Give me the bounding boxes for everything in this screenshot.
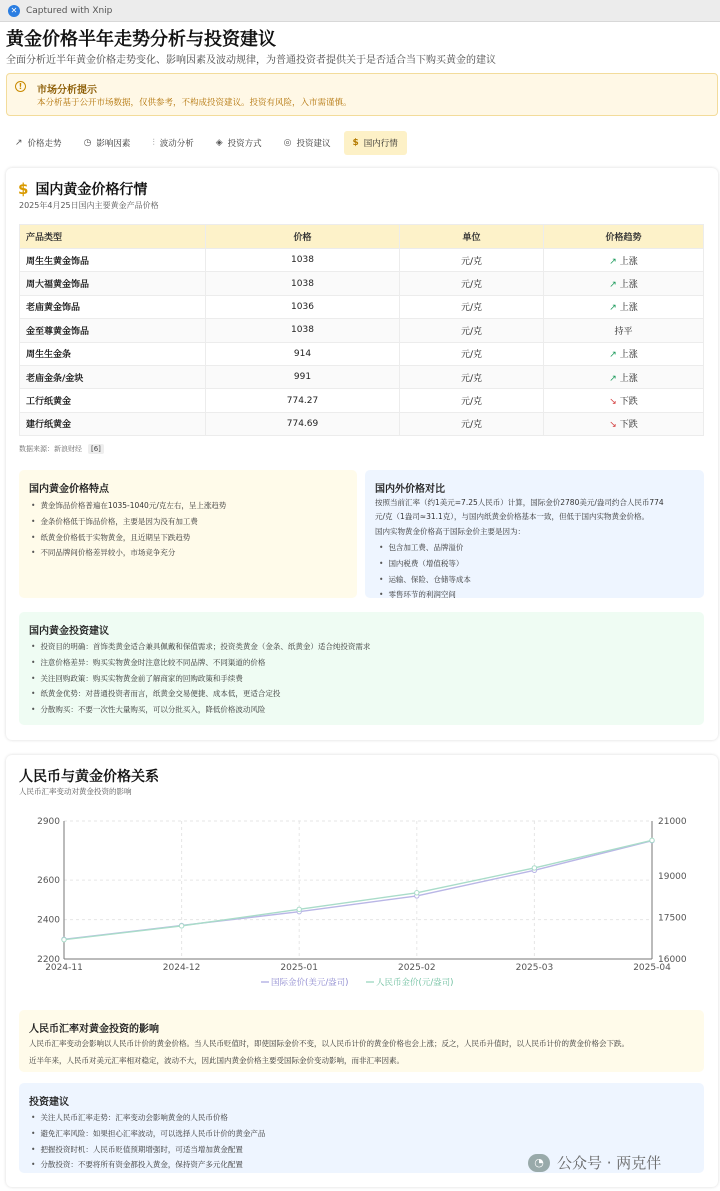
capture-label: Captured with Xnip [26, 5, 113, 16]
table-cell: 元/克 [400, 295, 544, 318]
x-tick-label: 2025-03 [515, 963, 554, 973]
trend-label: 持平 [614, 326, 633, 337]
source-label: 数据来源：新浪财经 [19, 445, 82, 453]
data-point [62, 937, 66, 941]
target-icon: ◎ [283, 138, 292, 148]
y-left-tick-label: 2900 [37, 817, 60, 827]
list-item: • 金条价格低于饰品价格，主要是因为没有加工费 [31, 514, 226, 530]
list-item: • 纸黄金优势：对普通投资者而言，纸黄金交易便捷、成本低，更适合定投 [31, 686, 370, 702]
x-tick-label: 2025-04 [633, 963, 671, 973]
trend-cell [544, 342, 704, 365]
y-left-tick-label: 2600 [37, 876, 60, 887]
suggest-title: 投资建议 [29, 1097, 69, 1108]
list-item: • 不同品牌间价格差异较小，市场竞争充分 [31, 545, 226, 561]
trend-label: 下跌 [619, 397, 638, 408]
table-cell: 元/克 [400, 249, 544, 272]
impact-box [19, 1010, 704, 1072]
page-subtitle: 全面分析近半年黄金价格走势变化、影响因素及波动规律，为普通投资者提供关于是否适合当下购买黄金的建议 [6, 55, 496, 66]
table-cell: 金至尊黄金饰品 [20, 319, 206, 342]
trend-up-icon: ↗ [609, 256, 617, 267]
trend-cell [544, 319, 704, 342]
dollar-icon: $ [18, 180, 29, 198]
y-right-tick-label: 16000 [658, 955, 687, 965]
compare-box [365, 470, 704, 598]
card-subtitle: 2025年4月25日国内主要黄金产品价格 [19, 201, 159, 210]
gold-rmb-line-chart [6, 805, 718, 1000]
list-item: • 投资目的明确：首饰类黄金适合兼具佩戴和保值需求；投资类黄金（金条、纸黄金）适合纯投资需求 [31, 639, 370, 655]
list-item: • 把握投资时机：人民币贬值预期增强时，可适当增加黄金配置 [31, 1142, 265, 1158]
x-tick-label: 2025-02 [397, 963, 436, 973]
y-left-tick-label: 2200 [37, 955, 60, 965]
list-item: • 包含加工费、品牌溢价 [379, 540, 471, 556]
clock-icon: ◷ [83, 138, 92, 148]
table-cell: 老庙金条/金块 [20, 365, 206, 388]
table-cell: 1036 [206, 295, 400, 318]
watermark [528, 1152, 661, 1173]
table-row [20, 295, 704, 318]
bar-chart-icon: ⫶ [152, 138, 155, 148]
compare-list [379, 540, 471, 603]
x-tick-label: 2025-01 [280, 963, 319, 973]
advice-title: 国内黄金投资建议 [29, 626, 109, 637]
list-item: • 避免汇率风险：如果担心汇率波动，可以选择人民币计价的黄金产品 [31, 1126, 265, 1142]
domestic-market-card [6, 168, 718, 740]
impact-title: 人民币汇率对黄金投资的影响 [29, 1024, 159, 1035]
price-table [19, 224, 704, 436]
capture-bar [0, 0, 720, 22]
trend-up-icon: ↗ [609, 350, 617, 361]
table-cell: 元/克 [400, 272, 544, 295]
compare-paragraph [375, 496, 664, 524]
table-row [20, 412, 704, 435]
legend-label: 人民币金价(元/盎司) [376, 978, 454, 988]
tab-bar [6, 131, 411, 155]
table-row [20, 389, 704, 412]
xnip-logo-icon: ✕ [8, 5, 20, 17]
layers-icon: ◈ [215, 138, 223, 148]
table-cell: 774.27 [206, 389, 400, 412]
features-title: 国内黄金价格特点 [29, 484, 109, 495]
trend-icon: ↗ [15, 138, 23, 148]
card-title: 人民币与黄金价格关系 [19, 769, 159, 785]
tab-price-trend[interactable] [6, 131, 71, 155]
notice-banner [6, 73, 718, 116]
list-item: • 关注人民币汇率走势：汇率变动会影响黄金的人民币价格 [31, 1110, 265, 1126]
table-cell: 1038 [206, 249, 400, 272]
tab-label: 影响因素 [96, 139, 131, 149]
table-row [20, 342, 704, 365]
table-cell: 元/克 [400, 342, 544, 365]
data-point [532, 866, 536, 870]
tab-methods[interactable] [207, 131, 271, 155]
tab-label: 投资建议 [296, 139, 331, 149]
trend-label: 上涨 [619, 350, 638, 361]
list-item: • 纸黄金价格低于实物黄金，且近期呈下跌趋势 [31, 530, 226, 546]
trend-down-icon: ↘ [609, 397, 617, 408]
list-item: • 关注回购政策：购买实物黄金前了解商家的回购政策和手续费 [31, 671, 370, 687]
table-cell: 周生生黄金饰品 [20, 249, 206, 272]
card-subtitle: 人民币汇率变动对黄金投资的影响 [19, 787, 132, 796]
list-item: • 注意价格差异：购买实物黄金时注意比较不同品牌、不同渠道的价格 [31, 655, 370, 671]
y-right-tick-label: 19000 [658, 872, 687, 883]
y-right-tick-label: 17500 [658, 913, 687, 924]
table-cell: 1038 [206, 272, 400, 295]
column-header: 价格趋势 [544, 225, 704, 249]
table-cell: 元/克 [400, 389, 544, 412]
series-line-0 [64, 841, 652, 940]
trend-cell [544, 365, 704, 388]
compare-line: 按照当前汇率（约1美元=7.25人民币）计算，国际金价2780美元/盎司约合人民币774 [375, 498, 664, 507]
notice-title: 市场分析提示 [37, 85, 97, 96]
trend-up-icon: ↗ [609, 280, 617, 291]
watermark-text: 公众号 · 两克伴 [557, 1154, 662, 1172]
tab-advice[interactable] [275, 131, 340, 155]
column-header: 产品类型 [20, 225, 206, 249]
table-cell: 元/克 [400, 319, 544, 342]
table-row [20, 319, 704, 342]
table-cell: 周大福黄金饰品 [20, 272, 206, 295]
tab-factors[interactable] [75, 131, 140, 155]
citation-link[interactable]: [6] [88, 444, 104, 454]
table-cell: 914 [206, 342, 400, 365]
advice-list [31, 639, 370, 718]
notice-text: 本分析基于公开市场数据，仅供参考，不构成投资建议。投资有风险，入市需谨慎。 [37, 98, 352, 108]
tab-label: 投资方式 [227, 139, 262, 149]
data-point [650, 838, 654, 842]
list-item: • 运输、保险、仓储等成本 [379, 572, 471, 588]
data-point [297, 907, 301, 911]
y-left-tick-label: 2400 [37, 915, 60, 926]
tab-label: 价格走势 [27, 139, 62, 149]
table-cell: 周生生金条 [20, 342, 206, 365]
table-header-row [20, 225, 704, 249]
list-item: • 分散购买：不要一次性大量购买，可以分批买入，降低价格波动风险 [31, 702, 370, 718]
table-row [20, 272, 704, 295]
card-title-text: 国内黄金价格行情 [35, 182, 148, 198]
table-cell: 工行纸黄金 [20, 389, 206, 412]
suggest-list [31, 1110, 265, 1173]
trend-cell [544, 272, 704, 295]
rmb-gold-card [6, 755, 718, 1187]
y-right-tick-label: 21000 [658, 817, 687, 827]
compare-reason-intro: 国内实物黄金价格高于国际金价主要是因为： [375, 527, 525, 536]
trend-label: 下跌 [619, 420, 638, 431]
warning-icon: ! [15, 81, 26, 92]
impact-paragraph: 近半年来，人民币对美元汇率相对稳定，波动不大，因此国内黄金价格主要受国际金价变动影响，而非汇率因素。 [29, 1056, 404, 1065]
page-title: 黄金价格半年走势分析与投资建议 [6, 29, 276, 50]
trend-label: 上涨 [619, 256, 638, 267]
list-item: • 黄金饰品价格普遍在1035-1040元/克左右，呈上涨趋势 [31, 498, 226, 514]
trend-label: 上涨 [619, 303, 638, 314]
compare-line: 元/克（1盎司≈31.1克），与国内纸黄金价格基本一致，但低于国内实物黄金价格。 [375, 512, 650, 521]
legend-label: 国际金价(美元/盎司) [271, 978, 349, 988]
trend-cell [544, 249, 704, 272]
trend-cell [544, 412, 704, 435]
column-header: 价格 [206, 225, 400, 249]
table-cell: 建行纸黄金 [20, 412, 206, 435]
x-tick-label: 2024-11 [45, 963, 83, 973]
advice-box [19, 612, 704, 725]
table-cell: 元/克 [400, 412, 544, 435]
table-cell: 元/克 [400, 365, 544, 388]
table-row [20, 365, 704, 388]
trend-label: 上涨 [619, 373, 638, 384]
list-item: • 分散投资：不要将所有资金都投入黄金，保持资产多元化配置 [31, 1157, 265, 1173]
list-item: • 零售环节的利润空间 [379, 587, 471, 603]
trend-label: 上涨 [619, 280, 638, 291]
column-header: 单位 [400, 225, 544, 249]
trend-up-icon: ↗ [609, 303, 617, 314]
data-source [19, 444, 104, 454]
table-cell: 991 [206, 365, 400, 388]
trend-cell [544, 389, 704, 412]
tab-label: 波动分析 [159, 139, 194, 149]
features-box [19, 470, 357, 598]
trend-up-icon: ↗ [609, 373, 617, 384]
data-point [179, 924, 183, 928]
dollar-icon: $ [352, 138, 359, 148]
table-cell: 774.69 [206, 412, 400, 435]
card-title [18, 179, 147, 199]
impact-paragraph: 人民币汇率变动会影响以人民币计价的黄金价格。当人民币贬值时，即使国际金价不变，以人民币计价的黄金价格也会上涨；反之，人民币升值时，以人民币计价的黄金价格会下跌。 [29, 1039, 629, 1048]
trend-down-icon: ↘ [609, 420, 617, 431]
features-list [31, 498, 226, 561]
wechat-icon: ◔ [528, 1154, 550, 1172]
series-line-1 [64, 840, 652, 939]
tab-label: 国内行情 [363, 139, 398, 149]
table-cell: 1038 [206, 319, 400, 342]
x-tick-label: 2024-12 [162, 963, 201, 973]
compare-title: 国内外价格对比 [375, 484, 445, 495]
list-item: • 国内税费（增值税等） [379, 556, 471, 572]
data-point [415, 891, 419, 895]
tab-volatility[interactable] [143, 131, 202, 155]
table-row [20, 249, 704, 272]
tab-domestic-market[interactable] [344, 131, 407, 155]
trend-cell [544, 295, 704, 318]
table-cell: 老庙黄金饰品 [20, 295, 206, 318]
